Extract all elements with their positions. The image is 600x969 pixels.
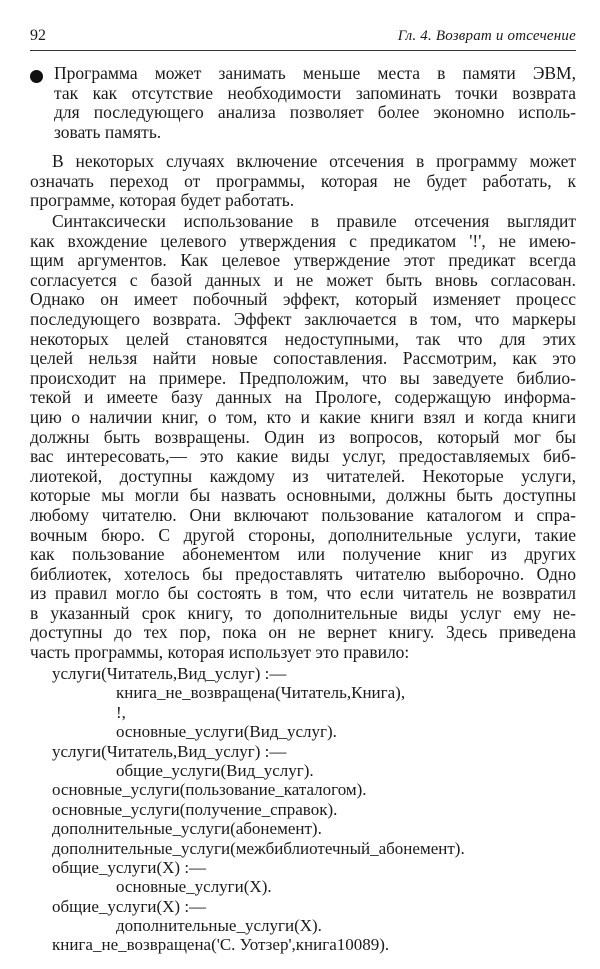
text-line: которые мы могли бы назвать основными, должны быть доступны [30, 486, 576, 506]
code-line: основные_услуги(пользование_каталогом). [52, 780, 367, 800]
bullet-text [54, 64, 576, 142]
page-number: 92 [30, 27, 46, 44]
text-line: Однако он имеет побочный эффект, который изменяет процесс [30, 290, 576, 310]
code-line: дополнительные_услуги(абонемент). [52, 819, 322, 839]
text-line: доступны до тех пор, пока он не вернет книгу. Здесь приведена [30, 623, 576, 643]
code-line: основные_услуги(X). [116, 877, 272, 897]
text-line: любому читателю. Они включают пользование каталогом и спра- [30, 505, 576, 525]
text-line: целей нельзя найти новые сопоставления. Рассмотрим, как это [30, 349, 576, 369]
code-line: общие_услуги(X) :— [52, 857, 207, 877]
text-line: Синтаксически использование в правиле отсечения выглядит [52, 212, 576, 231]
text-line: щим аргументов. Как целевое утверждение этот предикат всегда [30, 251, 576, 271]
text-line: текой и имеете базу данных на Прологе, содержащую информа- [30, 388, 576, 408]
text-line: должны быть возвращены. Один из вопросов, который мог бы [30, 427, 576, 447]
bullet-icon [30, 70, 43, 83]
text-line: цию о наличии книг, о том, кто и какие книги взял и когда книги [30, 407, 576, 427]
text-line: зовать память. [54, 122, 162, 142]
paragraph-cut-syntax [30, 212, 576, 663]
code-line: услуги(Читатель,Вид_услуг) :— [52, 664, 287, 683]
code-line: книга_не_возвращена('С. Уотзер',книга10089). [52, 935, 390, 955]
text-line: лиотекой, доступны каждому из читателей. Некоторые услуги, [30, 466, 576, 486]
code-line: дополнительные_услуги(межбиблиотечный_абонемент). [52, 838, 465, 858]
text-line: В некоторых случаях включение отсечения в программу может [52, 152, 576, 171]
code-line: основные_услуги(Вид_услуг). [116, 722, 337, 742]
text-line: как вхождение целевого утверждения с предикатом '!', не имею- [30, 231, 576, 251]
code-line: !, [116, 702, 126, 722]
text-line: вочным бюро. С другой стороны, дополнительные услуги, такие [30, 525, 576, 545]
code-line: основные_услуги(получение_справок). [52, 799, 338, 819]
text-line: согласуется с базой данных и не может быть вновь согласован. [30, 270, 576, 290]
code-line: услуги(Читатель,Вид_услуг) :— [52, 741, 287, 761]
text-line: программе, которая будет работать. [30, 191, 295, 211]
text-line: в указанный срок книгу, то дополнительные виды услуг ему не- [30, 603, 576, 623]
text-line: так как отсутствие необходимости запоминать точки возврата [54, 83, 576, 103]
text-line: последующего возврата. Эффект заключается в том, что маркеры [30, 309, 576, 329]
paragraph-cut-benefit [30, 152, 576, 211]
running-title: Гл. 4. Возврат и отсечение [397, 28, 576, 44]
code-line: общие_услуги(Вид_услуг). [116, 760, 314, 780]
code-line: общие_услуги(X) :— [52, 896, 207, 916]
prolog-code-listing [52, 664, 572, 955]
text-line: происходит на примере. Предположим, что вы заведуете библио- [30, 368, 576, 388]
text-line: вас интересовать,— это какие виды услуг, предоставляемых биб- [30, 447, 576, 467]
text-line: библиотек, хотелось бы предоставлять читателю выборочно. Одно [30, 564, 576, 584]
text-line: как пользование абонементом или получение книг из других [30, 545, 576, 565]
page-header [30, 26, 576, 51]
text-line: Программа может занимать меньше места в памяти ЭВМ, [54, 64, 576, 83]
code-line: дополнительные_услуги(X). [116, 916, 322, 936]
code-line: книга_не_возвращена(Читатель,Книга), [116, 683, 406, 703]
text-line: для последующего анализа позволяет более экономно исполь- [54, 103, 576, 123]
text-line: часть программы, которая использует это правило: [30, 643, 410, 663]
bullet-paragraph [30, 64, 576, 142]
text-line: некоторых целей становятся недоступными, так что для этих [30, 329, 576, 349]
text-line: означать переход от программы, которая не будет работать, к [30, 171, 576, 191]
text-line: из правил могло бы состоять в том, что если читатель не возвратил [30, 584, 576, 604]
